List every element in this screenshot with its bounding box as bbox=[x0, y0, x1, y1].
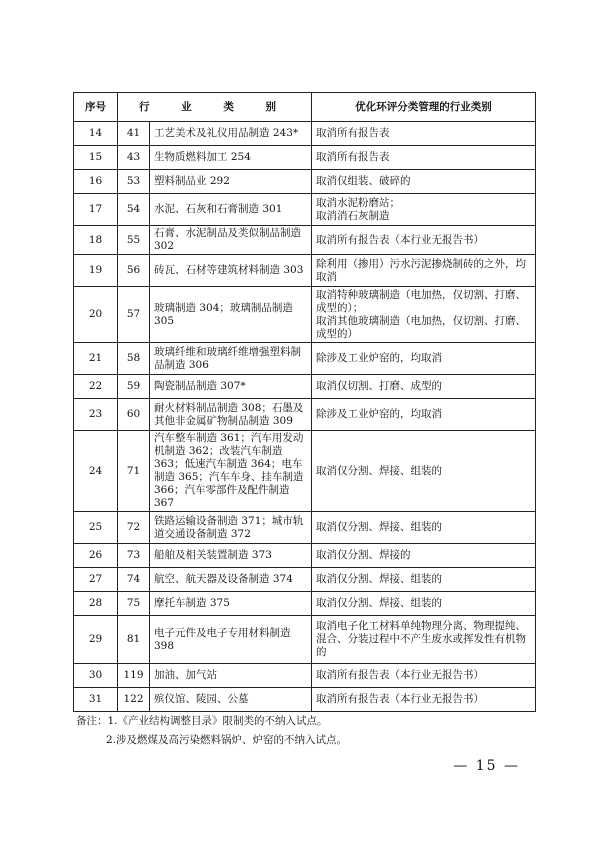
table-row bbox=[74, 592, 536, 616]
row-industry-name: 砖瓦、石材等建筑材料制造 303 bbox=[150, 255, 312, 287]
row-industry-name: 陶瓷制品制造 307* bbox=[150, 375, 312, 399]
row-code: 75 bbox=[118, 592, 150, 616]
row-managed-category: 取消仅组装、破碎的 bbox=[312, 170, 536, 194]
row-code: 81 bbox=[118, 616, 150, 664]
row-code: 119 bbox=[118, 664, 150, 688]
row-managed-category: 取消所有报告表（本行业无报告书） bbox=[312, 664, 536, 688]
table-row bbox=[74, 375, 536, 399]
row-seq: 21 bbox=[74, 343, 118, 375]
row-code: 43 bbox=[118, 146, 150, 170]
table-row bbox=[74, 512, 536, 544]
row-code: 74 bbox=[118, 568, 150, 592]
row-seq: 14 bbox=[74, 122, 118, 146]
table-row bbox=[74, 544, 536, 568]
table-row bbox=[74, 431, 536, 512]
row-seq: 15 bbox=[74, 146, 118, 170]
row-seq: 25 bbox=[74, 512, 118, 544]
table-header-row bbox=[74, 93, 536, 122]
row-seq: 28 bbox=[74, 592, 118, 616]
row-industry-name: 工艺美术及礼仪用品制造 243* bbox=[150, 122, 312, 146]
row-seq: 18 bbox=[74, 226, 118, 255]
row-code: 41 bbox=[118, 122, 150, 146]
row-code: 55 bbox=[118, 226, 150, 255]
row-industry-name: 耐火材料制品制造 308；石墨及其他非金属矿物制品制造 309 bbox=[150, 399, 312, 431]
row-industry-name: 塑料制品业 292 bbox=[150, 170, 312, 194]
row-industry-name: 生物质燃料加工 254 bbox=[150, 146, 312, 170]
row-managed-category: 取消特种玻璃制造（电加热，仅切割、打磨、成型的）； 取消其他玻璃制造（电加热，仅切割、打磨、成型的） bbox=[312, 287, 536, 343]
row-managed-category: 取消所有报告表（本行业无报告书） bbox=[312, 688, 536, 712]
row-code: 59 bbox=[118, 375, 150, 399]
table-row bbox=[74, 343, 536, 375]
row-managed-category: 取消仅分割、焊接、组装的 bbox=[312, 568, 536, 592]
row-code: 122 bbox=[118, 688, 150, 712]
row-managed-category: 取消仅分割、焊接、组装的 bbox=[312, 512, 536, 544]
row-code: 60 bbox=[118, 399, 150, 431]
row-code: 72 bbox=[118, 512, 150, 544]
row-industry-name: 汽车整车制造 361；汽车用发动机制造 362；改装汽车制造 363；低速汽车制造 364；电车制造 365；汽车车身、挂车制造 366；汽车零部件及配件制造 367 bbox=[150, 431, 312, 512]
row-seq: 23 bbox=[74, 399, 118, 431]
row-seq: 27 bbox=[74, 568, 118, 592]
row-industry-name: 摩托车制造 375 bbox=[150, 592, 312, 616]
row-seq: 29 bbox=[74, 616, 118, 664]
row-industry-name: 铁路运输设备制造 371；城市轨道交通设备制造 372 bbox=[150, 512, 312, 544]
table-row bbox=[74, 399, 536, 431]
row-industry-name: 玻璃纤维和玻璃纤维增强塑料制品制造 306 bbox=[150, 343, 312, 375]
row-managed-category: 除涉及工业炉窑的，均取消 bbox=[312, 399, 536, 431]
row-managed-category: 取消仅分割、焊接、组装的 bbox=[312, 431, 536, 512]
row-managed-category: 取消所有报告表（本行业无报告书） bbox=[312, 226, 536, 255]
row-code: 56 bbox=[118, 255, 150, 287]
row-industry-name: 水泥、石灰和石膏制造 301 bbox=[150, 194, 312, 226]
remark-line-1: 备注：1.《产业结构调整目录》限制类的不纳入试点。 bbox=[76, 715, 328, 727]
row-seq: 17 bbox=[74, 194, 118, 226]
row-industry-name: 殡仪馆、陵园、公墓 bbox=[150, 688, 312, 712]
row-industry-name: 玻璃制造 304；玻璃制品制造 305 bbox=[150, 287, 312, 343]
row-managed-category: 取消仅分割、焊接、组装的 bbox=[312, 592, 536, 616]
row-managed-category: 除利用（掺用）污水污泥掺烧制砖的之外，均取消 bbox=[312, 255, 536, 287]
row-seq: 30 bbox=[74, 664, 118, 688]
row-code: 73 bbox=[118, 544, 150, 568]
table-row bbox=[74, 226, 536, 255]
row-seq: 19 bbox=[74, 255, 118, 287]
row-industry-name: 加油、加气站 bbox=[150, 664, 312, 688]
row-seq: 24 bbox=[74, 431, 118, 512]
row-managed-category: 取消电子化工材料单纯物理分离、物理提纯、混合、分装过程中不产生废水或挥发性有机物的 bbox=[312, 616, 536, 664]
row-industry-name: 石膏、水泥制品及类似制品制造 302 bbox=[150, 226, 312, 255]
table-row bbox=[74, 688, 536, 712]
remark-line-2: 2.涉及燃煤及高污染燃料锅炉、炉窑的不纳入试点。 bbox=[106, 734, 348, 746]
row-managed-category: 取消水泥粉磨站； 取消消石灰制造 bbox=[312, 194, 536, 226]
table-row bbox=[74, 146, 536, 170]
row-seq: 20 bbox=[74, 287, 118, 343]
table-row bbox=[74, 255, 536, 287]
row-managed-category: 除涉及工业炉窑的，均取消 bbox=[312, 343, 536, 375]
table-row bbox=[74, 122, 536, 146]
industry-table bbox=[73, 92, 536, 712]
row-industry-name: 电子元件及电子专用材料制造 398 bbox=[150, 616, 312, 664]
table-row bbox=[74, 170, 536, 194]
row-code: 71 bbox=[118, 431, 150, 512]
row-code: 58 bbox=[118, 343, 150, 375]
row-code: 57 bbox=[118, 287, 150, 343]
table-row bbox=[74, 664, 536, 688]
header-managed: 优化环评分类管理的行业类别 bbox=[312, 93, 536, 122]
remarks bbox=[76, 712, 347, 750]
table-row bbox=[74, 194, 536, 226]
row-managed-category: 取消所有报告表 bbox=[312, 146, 536, 170]
table-row bbox=[74, 287, 536, 343]
row-managed-category: 取消所有报告表 bbox=[312, 122, 536, 146]
header-seq: 序号 bbox=[74, 93, 118, 122]
table-row bbox=[74, 616, 536, 664]
header-category: 行 业 类 别 bbox=[118, 93, 312, 122]
row-seq: 26 bbox=[74, 544, 118, 568]
page-number: — 15 — bbox=[453, 758, 520, 774]
row-code: 54 bbox=[118, 194, 150, 226]
table-row bbox=[74, 568, 536, 592]
row-code: 53 bbox=[118, 170, 150, 194]
row-industry-name: 船舶及相关装置制造 373 bbox=[150, 544, 312, 568]
row-industry-name: 航空、航天器及设备制造 374 bbox=[150, 568, 312, 592]
row-managed-category: 取消仅切割、打磨、成型的 bbox=[312, 375, 536, 399]
row-seq: 16 bbox=[74, 170, 118, 194]
row-seq: 22 bbox=[74, 375, 118, 399]
row-seq: 31 bbox=[74, 688, 118, 712]
row-managed-category: 取消仅分割、焊接的 bbox=[312, 544, 536, 568]
